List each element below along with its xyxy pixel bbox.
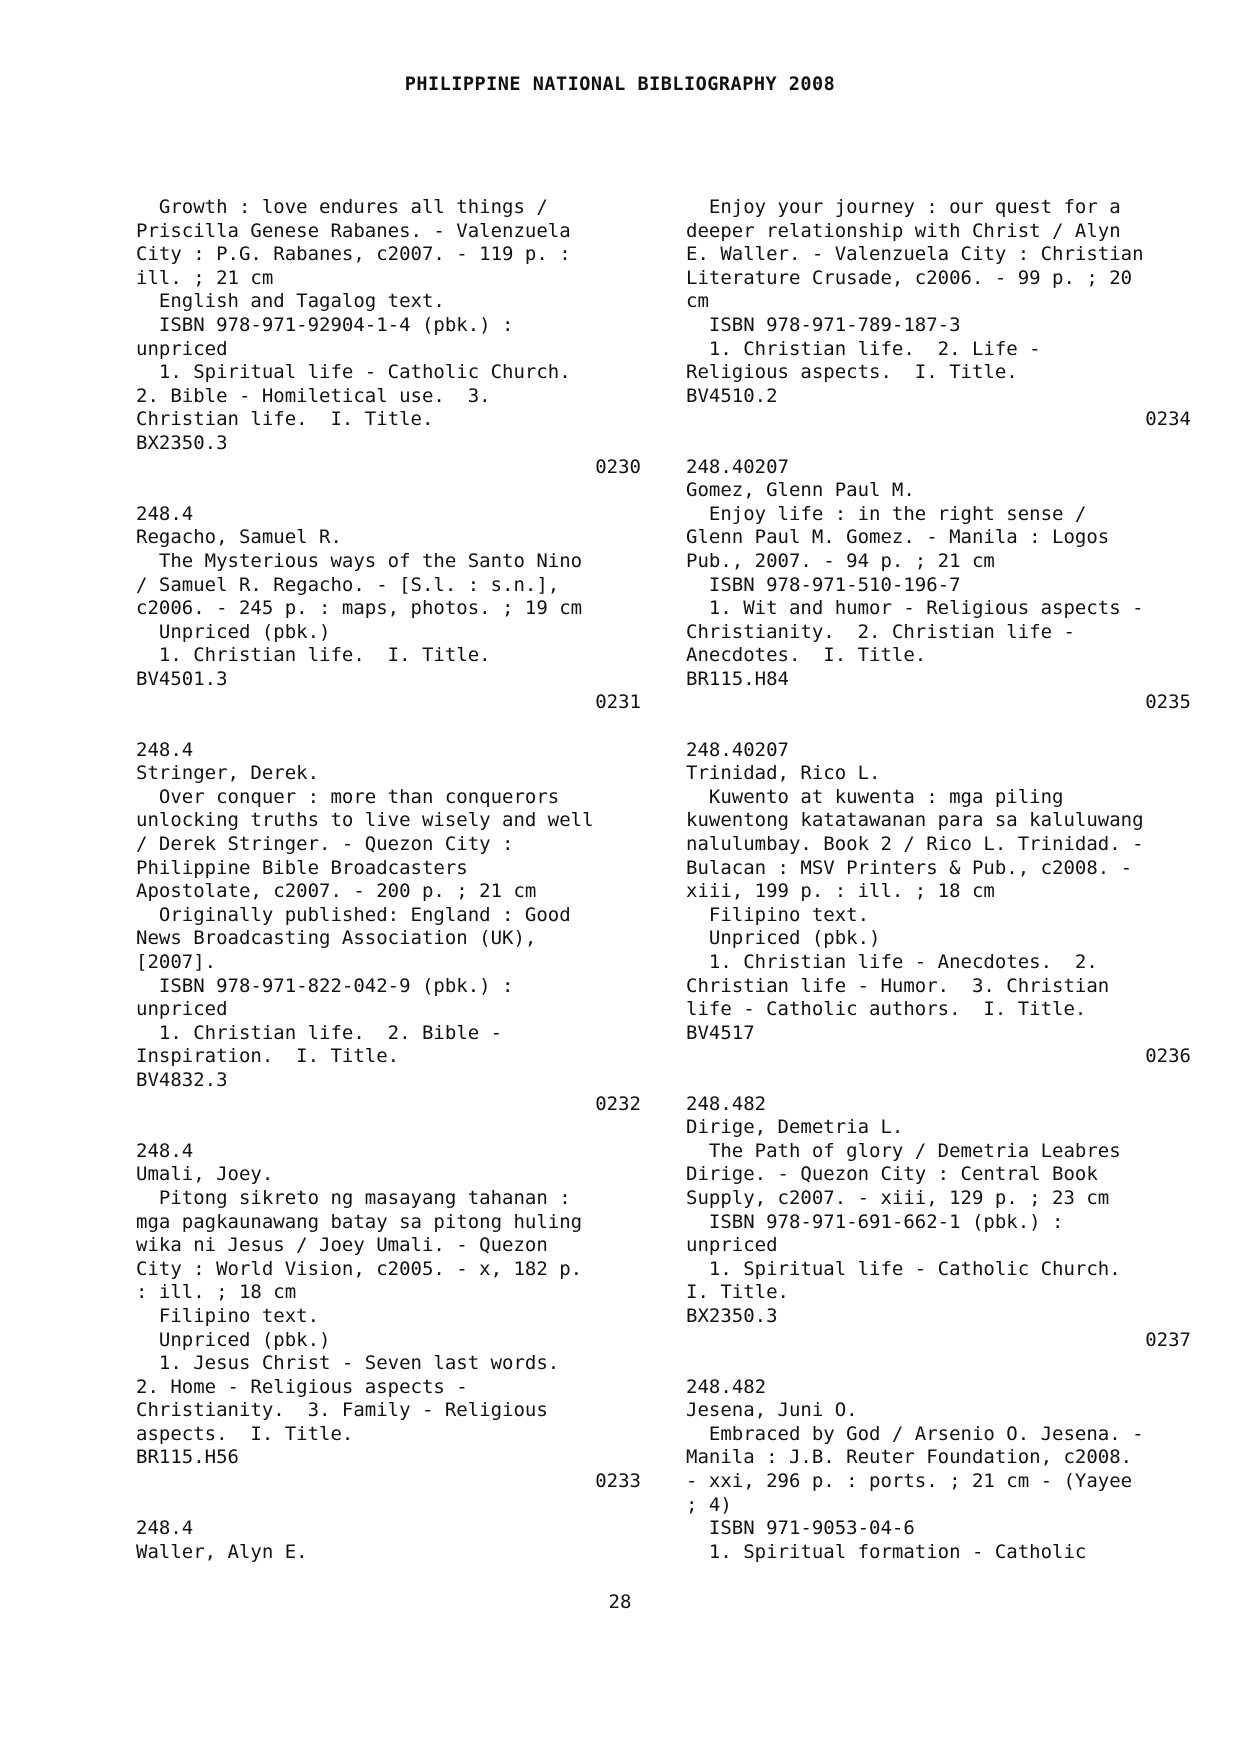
entry-line: BR115.H56 bbox=[136, 1446, 239, 1469]
bibliographic-entry bbox=[686, 1093, 1191, 1376]
entry-line: BX2350.3 bbox=[136, 431, 228, 454]
entry-line: Unpriced (pbk.) bbox=[136, 620, 331, 643]
entry-number: 0232 bbox=[595, 1092, 641, 1115]
entry-line: ISBN 978-971-822-042-9 (pbk.) : bbox=[136, 974, 514, 997]
entry-line: ISBN 978-971-789-187-3 bbox=[686, 313, 961, 336]
entry-line: ; 4) bbox=[686, 1493, 732, 1516]
entry-number: 0234 bbox=[1145, 408, 1191, 431]
entry-line: mga pagkaunawang batay sa pitong huling bbox=[136, 1210, 583, 1233]
entry-line: Dirige, Demetria L. bbox=[686, 1116, 904, 1139]
entry-line: BV4517 bbox=[686, 1021, 755, 1044]
entry-line: 1. Spiritual life - Catholic Church. bbox=[136, 361, 571, 384]
entry-line: City : World Vision, c2005. - x, 182 p. bbox=[136, 1257, 583, 1280]
entry-line: BV4832.3 bbox=[136, 1068, 228, 1091]
entry-line: BV4510.2 bbox=[686, 384, 778, 407]
entry-line: Filipino text. bbox=[136, 1304, 320, 1327]
entry-line: Manila : J.B. Reuter Foundation, c2008. bbox=[686, 1446, 1133, 1469]
entry-number: 0230 bbox=[595, 455, 641, 478]
entry-line: Embraced by God / Arsenio O. Jesena. - bbox=[686, 1422, 1144, 1445]
entry-line: life - Catholic authors. I. Title. bbox=[686, 998, 1087, 1021]
left-column bbox=[136, 196, 641, 1564]
entry-line: Priscilla Genese Rabanes. - Valenzuela bbox=[136, 219, 571, 242]
bibliographic-entry bbox=[136, 739, 641, 1140]
entry-spacer bbox=[686, 1069, 1191, 1093]
entry-line: 1. Wit and humor - Religious aspects - bbox=[686, 597, 1144, 620]
entry-line: E. Waller. - Valenzuela City : Christian bbox=[686, 243, 1144, 266]
entry-line: Over conquer : more than conquerors bbox=[136, 785, 560, 808]
entry-line: / Derek Stringer. - Quezon City : bbox=[136, 833, 514, 856]
entry-line: Inspiration. I. Title. bbox=[136, 1045, 400, 1068]
entry-spacer bbox=[136, 715, 641, 739]
bibliographic-entry bbox=[136, 503, 641, 739]
entry-line: xiii, 199 p. : ill. ; 18 cm bbox=[686, 880, 995, 903]
entry-line: BX2350.3 bbox=[686, 1304, 778, 1327]
entry-spacer bbox=[686, 1352, 1191, 1376]
bibliographic-entry bbox=[686, 1376, 1191, 1565]
entry-line: nalulumbay. Book 2 / Rico L. Trinidad. - bbox=[686, 833, 1144, 856]
entry-line: Regacho, Samuel R. bbox=[136, 526, 342, 549]
entry-line: Kuwento at kuwenta : mga piling bbox=[686, 785, 1064, 808]
entry-line: [2007]. bbox=[136, 951, 217, 973]
entry-line: cm bbox=[686, 290, 709, 313]
entry-line: 248.4 bbox=[136, 502, 194, 525]
entry-line: 1. Spiritual formation - Catholic bbox=[686, 1540, 1087, 1563]
entry-line: Bulacan : MSV Printers & Pub., c2008. - bbox=[686, 856, 1133, 879]
entry-line: 1. Christian life. 2. Life - bbox=[686, 337, 1041, 360]
entry-line: Christian life - Humor. 3. Christian bbox=[686, 974, 1110, 997]
bibliographic-entry bbox=[136, 1140, 641, 1518]
entry-line: ISBN 978-971-691-662-1 (pbk.) : bbox=[686, 1210, 1064, 1233]
entry-line: 2. Bible - Homiletical use. 3. bbox=[136, 384, 491, 407]
entry-spacer bbox=[136, 1116, 641, 1140]
entry-line: Christianity. 2. Christian life - bbox=[686, 620, 1075, 643]
entry-line: BV4501.3 bbox=[136, 667, 228, 690]
entry-line: kuwentong katatawanan para sa kaluluwang bbox=[686, 809, 1144, 832]
entry-line: unpriced bbox=[686, 1234, 778, 1257]
entry-line: News Broadcasting Association (UK), bbox=[136, 927, 537, 950]
entry-line: 248.4 bbox=[136, 1517, 194, 1540]
entry-line: Literature Crusade, c2006. - 99 p. ; 20 bbox=[686, 266, 1133, 289]
entry-line: The Mysterious ways of the Santo Nino bbox=[136, 549, 583, 572]
entry-line: Anecdotes. I. Title. bbox=[686, 644, 927, 667]
entry-line: I. Title. bbox=[686, 1281, 789, 1304]
entry-line: 248.4 bbox=[136, 738, 194, 761]
entry-line: 248.4 bbox=[136, 1139, 194, 1162]
entry-line: 1. Christian life. I. Title. bbox=[136, 644, 491, 667]
entry-line: Enjoy your journey : our quest for a bbox=[686, 196, 1121, 218]
entry-line: Religious aspects. I. Title. bbox=[686, 361, 1018, 384]
entry-line: 1. Christian life - Anecdotes. 2. bbox=[686, 951, 1098, 973]
entry-line: Enjoy life : in the right sense / bbox=[686, 502, 1087, 525]
entry-number: 0236 bbox=[1145, 1045, 1191, 1068]
entry-number: 0235 bbox=[1145, 691, 1191, 714]
entry-line: : ill. ; 18 cm bbox=[136, 1281, 297, 1304]
entry-spacer bbox=[686, 432, 1191, 456]
entry-spacer bbox=[136, 479, 641, 503]
entry-line: ISBN 978-971-510-196-7 bbox=[686, 573, 961, 596]
entry-line: 248.40207 bbox=[686, 455, 789, 478]
bibliographic-entry bbox=[686, 456, 1191, 739]
entry-line: Dirige. - Quezon City : Central Book bbox=[686, 1163, 1098, 1186]
entry-line: City : P.G. Rabanes, c2007. - 119 p. : bbox=[136, 243, 571, 266]
entry-line: Christianity. 3. Family - Religious bbox=[136, 1399, 548, 1422]
right-column bbox=[686, 196, 1191, 1564]
entry-line: wika ni Jesus / Joey Umali. - Quezon bbox=[136, 1234, 548, 1257]
entry-line: Unpriced (pbk.) bbox=[136, 1328, 331, 1351]
entry-number: 0231 bbox=[595, 691, 641, 714]
entry-line: BR115.H84 bbox=[686, 667, 789, 690]
entry-line: Glenn Paul M. Gomez. - Manila : Logos bbox=[686, 526, 1110, 549]
entry-line: Christian life. I. Title. bbox=[136, 408, 434, 431]
entry-line: Pitong sikreto ng masayang tahanan : bbox=[136, 1186, 571, 1209]
entry-line: 1. Spiritual life - Catholic Church. bbox=[686, 1257, 1121, 1280]
entry-line: unpriced bbox=[136, 998, 228, 1021]
entry-line: Stringer, Derek. bbox=[136, 762, 320, 785]
bibliographic-entry bbox=[136, 1517, 641, 1564]
entry-line: 1. Jesus Christ - Seven last words. bbox=[136, 1352, 560, 1375]
entry-line: 2. Home - Religious aspects - bbox=[136, 1375, 468, 1398]
entry-line: Pub., 2007. - 94 p. ; 21 cm bbox=[686, 549, 995, 572]
entry-line: - xxi, 296 p. : ports. ; 21 cm - (Yayee bbox=[686, 1470, 1133, 1493]
entry-line: Supply, c2007. - xiii, 129 p. ; 23 cm bbox=[686, 1186, 1110, 1209]
entry-line: c2006. - 245 p. : maps, photos. ; 19 cm bbox=[136, 597, 583, 620]
entry-line: The Path of glory / Demetria Leabres bbox=[686, 1139, 1121, 1162]
page-title: PHILIPPINE NATIONAL BIBLIOGRAPHY 2008 bbox=[404, 74, 836, 95]
entry-line: ill. ; 21 cm bbox=[136, 266, 274, 289]
entry-line: Umali, Joey. bbox=[136, 1163, 274, 1186]
entry-line: Jesena, Juni O. bbox=[686, 1399, 858, 1422]
entry-line: 248.482 bbox=[686, 1092, 767, 1115]
bibliographic-entry bbox=[686, 196, 1191, 456]
entry-line: Unpriced (pbk.) bbox=[686, 927, 881, 950]
entry-line: 248.40207 bbox=[686, 738, 789, 761]
entry-line: Apostolate, c2007. - 200 p. ; 21 cm bbox=[136, 880, 537, 903]
entry-line: Gomez, Glenn Paul M. bbox=[686, 479, 915, 502]
entry-line: / Samuel R. Regacho. - [S.l. : s.n.], bbox=[136, 573, 560, 596]
entry-spacer bbox=[686, 715, 1191, 739]
entry-line: Originally published: England : Good bbox=[136, 903, 571, 926]
entry-line: ISBN 971-9053-04-6 bbox=[686, 1517, 915, 1540]
entry-line: Trinidad, Rico L. bbox=[686, 762, 881, 785]
entry-number: 0237 bbox=[1145, 1328, 1191, 1351]
entry-line: aspects. I. Title. bbox=[136, 1422, 354, 1445]
entry-spacer bbox=[136, 1494, 641, 1518]
entry-line: 248.482 bbox=[686, 1375, 767, 1398]
bibliographic-entry bbox=[686, 739, 1191, 1093]
entry-line: English and Tagalog text. bbox=[136, 290, 445, 313]
entry-line: Growth : love endures all things / bbox=[136, 196, 548, 218]
entry-line: Filipino text. bbox=[686, 903, 870, 926]
entry-line: deeper relationship with Christ / Alyn bbox=[686, 219, 1121, 242]
entry-line: unlocking truths to live wisely and well bbox=[136, 809, 594, 832]
entry-line: ISBN 978-971-92904-1-4 (pbk.) : bbox=[136, 313, 514, 336]
bibliographic-entry bbox=[136, 196, 641, 503]
entry-line: Philippine Bible Broadcasters bbox=[136, 856, 468, 879]
entry-line: unpriced bbox=[136, 337, 228, 360]
entry-number: 0233 bbox=[595, 1470, 641, 1493]
page-number: 28 bbox=[608, 1591, 632, 1613]
entry-line: Waller, Alyn E. bbox=[136, 1540, 308, 1563]
entry-line: 1. Christian life. 2. Bible - bbox=[136, 1021, 503, 1044]
